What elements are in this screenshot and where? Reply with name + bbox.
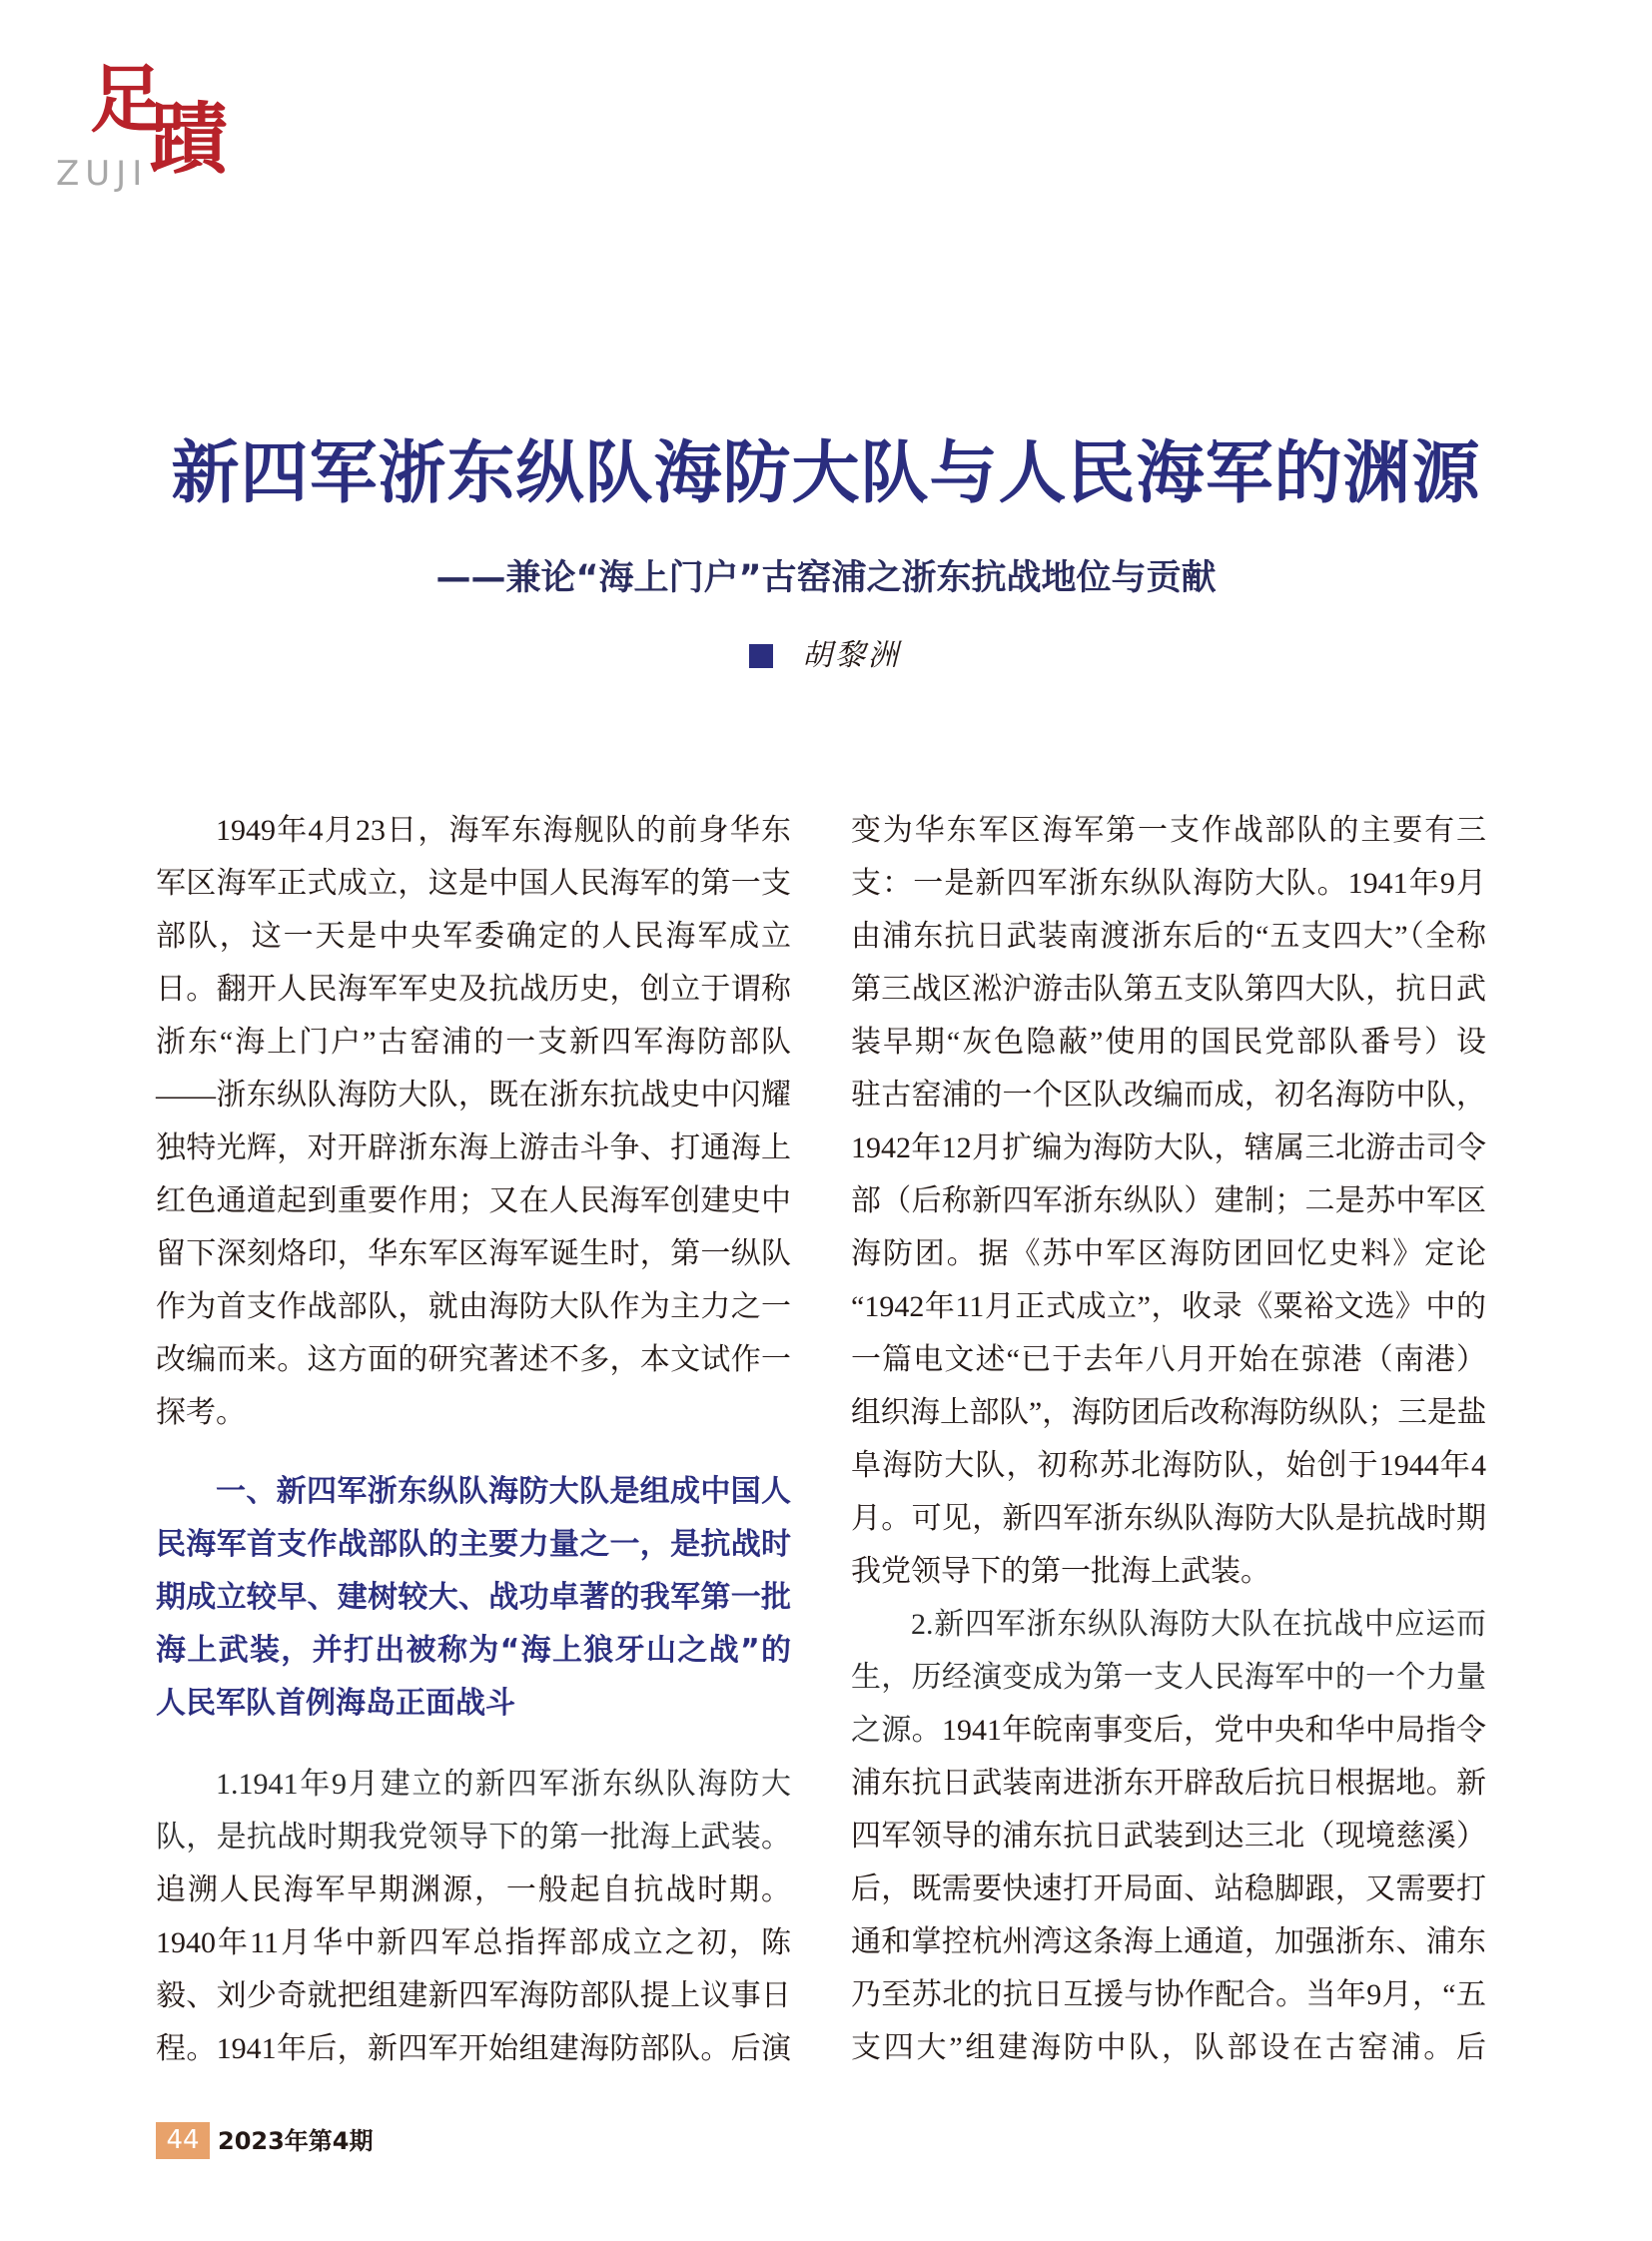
paragraph-line: 红色通道起到重要作用；又在人民海军创建史中: [156, 1184, 791, 1217]
paragraph-line: 追溯人民海军早期渊源，一般起自抗战时期。: [156, 1873, 791, 1906]
paragraph-line: 浙东“海上门户”古窑浦的一支新四军海防部队: [156, 1026, 791, 1059]
paragraph-line: 独特光辉，对开辟浙东海上游击斗争、打通海上: [156, 1131, 791, 1164]
paragraph-line: 程。1941年后，新四军开始组建海防部队。后演: [156, 2032, 791, 2065]
paragraph-line: 改编而来。这方面的研究著述不多，本文试作一: [156, 1343, 791, 1376]
paragraph-line: 日。翻开人民海军军史及抗战历史，创立于谓称: [156, 973, 791, 1006]
paragraph-line: 一篇电文述“已于去年八月开始在弶港（南港）: [851, 1343, 1486, 1376]
paragraph-line: 留下深刻烙印，华东军区海军诞生时，第一纵队: [156, 1237, 791, 1270]
paragraph-line: 第三战区淞沪游击队第五支队第四大队，抗日武: [851, 973, 1486, 1006]
section-heading-1: [156, 1465, 791, 1730]
heading-line: 海上武装，并打出被称为“海上狼牙山之战”的: [156, 1633, 791, 1668]
paragraph-line: 1.1941年9月建立的新四军浙东纵队海防大: [216, 1768, 791, 1801]
paragraph-line: 我党领导下的第一批海上武装。: [851, 1555, 1270, 1588]
paragraph-line: 毅、刘少奇就把组建新四军海防部队提上议事日: [156, 1979, 791, 2012]
paragraph-line: 生，历经演变成为第一支人民海军中的一个力量: [851, 1661, 1486, 1694]
paragraph-line: 由浦东抗日武装南渡浙东后的“五支四大”（全称: [851, 920, 1486, 953]
paragraph-line: [851, 1704, 1486, 1757]
paragraph-line: 部（后称新四军浙东纵队）建制；二是苏中军区: [851, 1184, 1486, 1217]
paragraph-line: 队，是抗战时期我党领导下的第一批海上武装。: [156, 1821, 791, 1854]
paragraph-line: 装早期“灰色隐蔽”使用的国民党部队番号）设: [851, 1026, 1486, 1059]
paragraph-line: 四军领导的浦东抗日武装到达三北（现境慈溪）: [851, 1820, 1486, 1853]
paragraph-line: 1942年12月扩编为海防大队，辖属三北游击司令: [851, 1131, 1486, 1164]
heading-line: 一、新四军浙东纵队海防大队是组成中国人: [216, 1474, 791, 1509]
logo-character: 足: [90, 57, 164, 143]
paragraph-line: 变为华东军区海军第一支作战部队的主要有三: [851, 814, 1486, 847]
masthead-logo: [40, 50, 260, 210]
article-author: 胡黎洲: [802, 639, 901, 672]
left-column-paragraph-1: [156, 804, 791, 1439]
paragraph-line: 作为首支作战部队，就由海防大队作为主力之一: [156, 1290, 791, 1323]
paragraph-line: 组织海上部队”，海防团后改称海防纵队；三是盐: [851, 1396, 1487, 1429]
author-square-icon: [749, 644, 773, 668]
body-fragment: 1941年皖南事变后，党中央和华中局指令: [941, 1714, 1487, 1747]
logo-character: 蹟: [150, 94, 229, 185]
paragraph-line: ——浙东纵队海防大队，既在浙东抗战史中闪耀: [156, 1079, 791, 1112]
paragraph-line: “1942年11月正式成立”，收录《粟裕文选》中的: [851, 1290, 1486, 1323]
paragraph-line: 支：一是新四军浙东纵队海防大队。1941年9月: [851, 867, 1486, 900]
paragraph-line: 部队，这一天是中央军委确定的人民海军成立: [156, 920, 791, 953]
paragraph-line: 探考。: [156, 1396, 246, 1429]
left-column-paragraph-2: [156, 1758, 791, 2075]
issue-label: 2023年第4期: [218, 2127, 374, 2155]
logo-latin-text: ZUJI: [56, 154, 149, 194]
paragraph-line: 支四大”组建海防中队，队部设在古窑浦。后: [851, 2031, 1486, 2064]
paragraph-line: 1949年4月23日，海军东海舰队的前身华东: [216, 814, 791, 847]
paragraph-line: 驻古窑浦的一个区队改编而成，初名海防中队，: [851, 1079, 1486, 1112]
paragraph-line: 月。可见，新四军浙东纵队海防大队是抗战时期: [851, 1502, 1486, 1535]
article-title: 新四军浙东纵队海防大队与人民海军的渊源: [171, 435, 1481, 511]
paragraph-line: 军区海军正式成立，这是中国人民海军的第一支: [156, 867, 791, 900]
lead-fragment: 之源。: [851, 1714, 942, 1747]
paragraph-line: 2.新四军浙东纵队海防大队在抗战中应运而: [911, 1608, 1486, 1641]
heading-line: 期成立较早、建树较大、战功卓著的我军第一批: [156, 1580, 791, 1615]
heading-line: 人民军队首例海岛正面战斗: [156, 1686, 515, 1721]
page-number-badge: 44: [156, 2122, 210, 2159]
article-subtitle: ——兼论“海上门户”古窑浦之浙东抗战地位与贡献: [435, 558, 1217, 598]
paragraph-line: 通和掌控杭州湾这条海上通道，加强浙东、浦东: [851, 1925, 1486, 1958]
paragraph-line: 后，既需要快速打开局面、站稳脚跟，又需要打: [851, 1872, 1486, 1905]
paragraph-line: 阜海防大队，初称苏北海防队，始创于1944年4: [851, 1449, 1486, 1482]
paragraph-line: 1940年11月华中新四军总指挥部成立之初，陈: [156, 1926, 791, 1959]
heading-line: 民海军首支作战部队的主要力量之一，是抗战时: [156, 1527, 791, 1562]
paragraph-line: 海防团。据《苏中军区海防团回忆史料》定论: [851, 1237, 1486, 1270]
right-column-paragraph-1: [851, 804, 1486, 2074]
paragraph-line: 乃至苏北的抗日互援与协作配合。当年9月，“五: [851, 1978, 1486, 2011]
paragraph-line: 浦东抗日武装南进浙东开辟敌后抗日根据地。新: [851, 1767, 1486, 1800]
